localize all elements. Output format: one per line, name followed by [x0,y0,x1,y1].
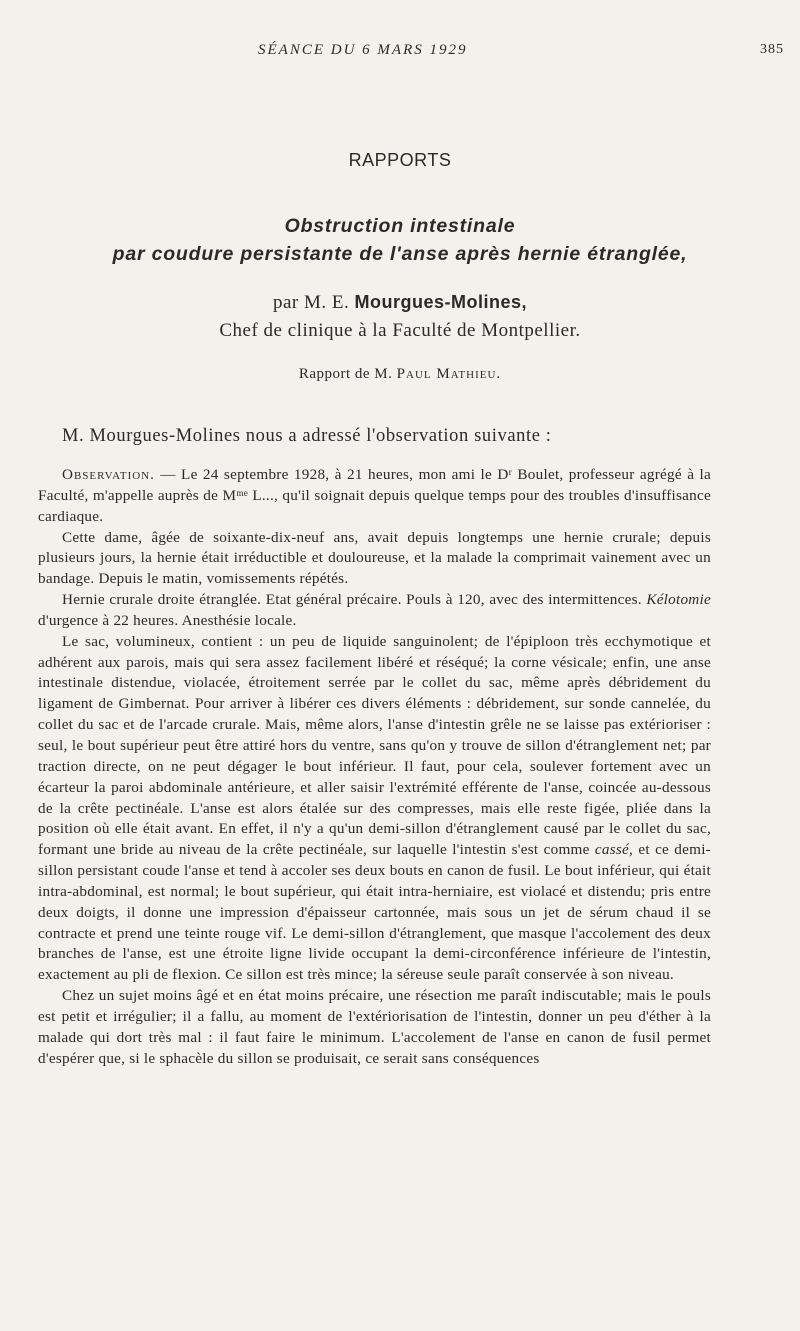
paragraph-3-emphasis: Kélotomie [646,591,711,609]
observation-label: Observation. [62,466,155,483]
by-prefix: par M. E. [272,292,355,313]
byline [0,288,800,345]
article-title-line-2: par coudure persistante de l'anse après hernie étranglée, [112,243,688,265]
intro-sentence: M. Mourgues-Molines nous a adressé l'observation suivante : [62,426,552,446]
paragraph-4-part-b: , et ce demi-sillon persistant coude l'anse et tend à accoler ses deux bouts en canon de fusil. Le bout inférieur, qui était intra-abdominal, est normal; le bout supérieur, qui était intra-herniaire, est violacé et distendu; pris entre deux doigts, il donne une impression d'épaisseur cartonnée, mais sous un jet de sérum chaud il se contracte et prend une teinte rouge vif. Le demi-sillon d'étranglement, que masque l'accolement des deux branches de l'anse, est une étroite ligne livide occupant la demi-circonférence inférieure de l'intestin, exactement au pli de flexion. Ce sillon est très mince; la séreuse seule paraît conservée à son niveau. [38,841,711,984]
running-title: SÉANCE DU 6 MARS 1929 [258,42,468,58]
article-title-line-1: Obstruction intestinale [284,215,516,237]
paragraph-3-part-a: Hernie crurale droite étranglée. Etat général précaire. Pouls à 120, avec des intermittences. [62,591,647,609]
paragraph-4-emphasis: cassé [594,841,630,859]
article-title [0,212,800,268]
paragraph-2: Cette dame, âgée de soixante-dix-neuf ans, avait depuis longtemps une hernie crurale; depuis plusieurs jours, la hernie était irréductible et douloureuse, et la malade la comprimait vainement avec un bandage. Depuis le matin, vomissements répétés. [38,528,711,588]
paragraph-3-part-b: d'urgence à 22 heures. Anesthésie locale. [38,611,297,629]
reporter-name: Paul Mathieu. [396,366,502,382]
paragraph-4-part-a: Le sac, volumineux, contient : un peu de liquide sanguinolent; de l'épiploon très ecchymotique et adhérent aux parois, mais qui sera assez facilement libéré et réséqué; la corne vésicale; enfin, une anse intestinale distendue, violacée, étroitement serrée par le collet du sac, même après débridement du ligament de Gimbernat. Pour arriver à libérer ces divers éléments : débridement, sur sonde cannelée, du collet du sac et de l'arcade crurale. Mais, même alors, l'anse d'intestin grêle ne se laisse pas extérioriser : seul, le bout supérieur peut être attiré hors du ventre, sans qu'on y trouve de sillon d'étranglement net; par traction directe, on ne peut dégager le bout inférieur. Il faut, pour cela, soulever fortement avec un écarteur la paroi abdominale antérieure, et aller saisir l'extrémité efférente de l'anse, coincée au-dessous de la crête pectinéale. L'anse est alors étalée sur des compresses, mais elle reste figée, pliée dans la position où elle était avant. En effet, il n'y a qu'un demi-sillon d'étranglement causé par le collet du sac, formant une bride au niveau de la crête pectinéale, sur laquelle l'intestin s'est comme [38,632,711,859]
page-number: 385 [760,42,784,57]
paragraph-5: Chez un sujet moins âgé et en état moins précaire, une résection me paraît indiscutable; mais le pouls est petit et irrégulier; il a fallu, au moment de l'extériorisation de l'intestin, donner un peu d'éther à la malade qui dort très mal : il faut faire le minimum. L'accolement de l'anse en canon de fusil permet d'espérer que, si le sphacèle du sillon se produisait, ce serait sans conséquences [38,987,711,1067]
paragraph-observation [38,465,711,528]
report-line [0,366,800,383]
body-text [38,465,711,1069]
paragraph-4 [38,632,711,986]
paragraph-1-text: — Le 24 septembre 1928, à 21 heures, mon ami le Dʳ Boulet, professeur agrégé à la Faculté, m'appelle auprès de Mᵐᵉ L..., qu'il soignait depuis quelque temps pour des troubles d'insuffisance cardiaque. [38,466,711,525]
author-line [0,288,800,317]
author-name: Mourgues-Molines, [354,292,528,312]
report-prefix: Rapport de M. [298,366,397,382]
author-affiliation: Chef de clinique à la Faculté de Montpellier. [219,320,581,341]
section-title: RAPPORTS [348,150,452,170]
running-head [0,42,800,64]
paragraph-3 [38,590,711,632]
